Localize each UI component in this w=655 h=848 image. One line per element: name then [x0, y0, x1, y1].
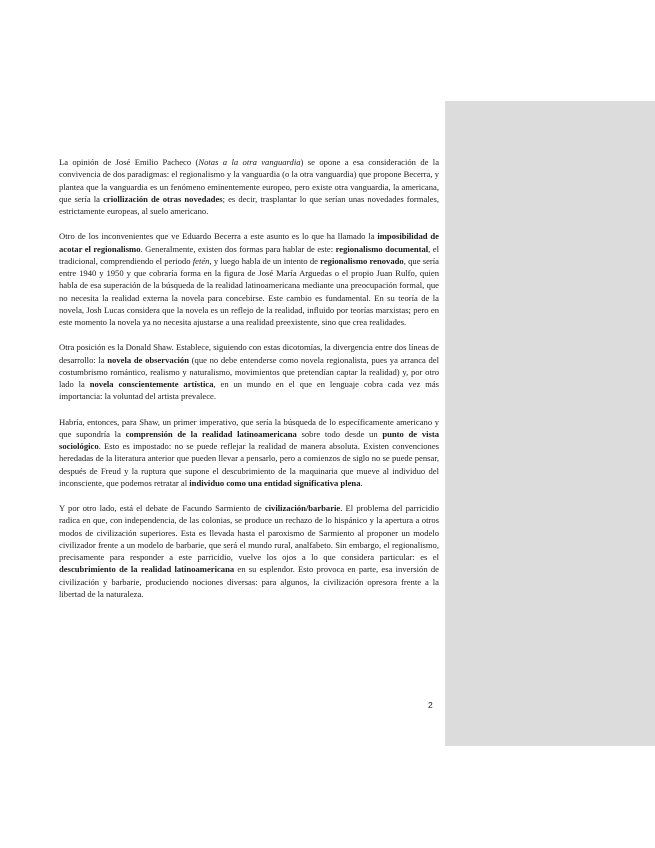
page-number: 2	[428, 700, 433, 710]
text-run: . Generalmente, existen dos formas para hablar de este:	[140, 243, 336, 254]
bold-term: imposibilidad de acotar el regionalismo	[59, 231, 439, 254]
text-run: , que sería entre 1940 y 1950 y que cobraría forma en la figura de José María Arguedas o el propio Juan Rulfo, quien habla de esa superación de la búsqueda de la realidad latinoamericana mediante una preocupación formal, que no necesita la realidad externa la novela para concebirse. Este cambio es fundamental. En su teoría de la novela, Josh Lucas considera que la novela es un reflejo de la realidad, influido por teorías marxistas; pero en este momento la novela ya no necesita ajustarse a una realidad preexistente, sino que crea realidades.	[59, 255, 439, 327]
bold-term: civilización/barbarie	[264, 503, 341, 513]
comment-pane	[445, 101, 655, 746]
text-run: , en un mundo en el que en lenguaje cobra cada vez más importancia: la voluntad del artista prevalece.	[59, 379, 440, 402]
text-run: , el tradicional, comprendiendo el periodo	[59, 243, 439, 266]
bold-term: criollización de otras novedades	[103, 193, 223, 204]
paragraph	[59, 230, 439, 328]
bold-term: novela de observación	[107, 354, 189, 365]
italic-term: Notas a la otra vanguardia	[198, 157, 301, 167]
paragraph	[59, 341, 439, 402]
bold-term: punto de vista sociológico	[59, 428, 440, 451]
bold-term: novela conscientemente artística	[89, 379, 214, 389]
text-run: Otra posición es la Donald Shaw. Establece, siguiendo con estas dicotomías, la divergencia entre dos líneas de desarrollo: la	[59, 342, 439, 365]
bold-term: comprensión de la realidad latinoamericana	[125, 428, 297, 439]
paragraph	[59, 416, 439, 490]
paragraph	[59, 156, 439, 217]
text-run: Habría, entonces, para Shaw, un primer imperativo, que sería la búsqueda de lo específicamente americano y que supondría la	[59, 416, 439, 439]
text-run: . El problema del parricidio radica en que, con independencia, de las colonias, se produce un rechazo de lo hispánico y la apertura a otros modos de civilización superiores. Esta es llevada hasta el paroxismo de Sarmiento al proponer un modelo civilizador frente a un modelo de barbarie, que será el mundo rural, analfabeto. Sin embargo, el regionalismo, precisamente para responder a este parricidio, vuelve los ojos a lo que considera particular: es el	[59, 503, 439, 562]
bold-term: regionalismo documental	[335, 243, 429, 254]
text-run: Otro de los inconvenientes que ve Eduardo Becerra a este asunto es lo que ha llamado la	[59, 231, 378, 242]
text-run: sobre todo desde un	[296, 428, 383, 439]
text-run: . Esto es impostado: no se puede reflejar la realidad de manera absoluta. Existen convenciones heredadas de la literatura anterior que pueden llevar a pensarlo, pero a comienzos de siglo no se puede pensar, después de Freud y la ruptura que supone el descubrimiento de la maquinaria que mueve al individuo del inconsciente, que podemos retratar al	[59, 441, 439, 488]
text-run: (que no debe entenderse como novela regionalista, pues ya arranca del costumbrismo romántico, realismo y naturalismo, movimientos que pretendían captar la realidad) y, por otro lado la	[59, 354, 439, 389]
bold-term: descubrimiento de la realidad latinoamericana	[59, 564, 235, 575]
text-run: Y por otro lado, está el debate de Facundo Sarmiento de	[59, 503, 265, 513]
text-run: ; es decir, trasplantar lo que serían unas novedades formales, estrictamente europeas, al suelo americano.	[59, 193, 439, 216]
paragraph	[59, 502, 439, 600]
text-run: en su esplendor. Esto provoca en parte, esa inversión de civilización y barbarie, produciendo nociones diversas: para algunos, la civilización opresora frente a la libertad de la naturaleza.	[59, 564, 439, 599]
bold-term: individuo como una entidad significativa plena	[189, 477, 361, 488]
text-run: ) se opone a esa consideración de la convivencia de dos paradigmas: el regionalismo y la vanguardia (o la otra vanguardia) que propone Becerra, y plantea que la vanguardia es un fenómeno eminentemente europeo, pero existe otra vanguardia, la americana, que sería la	[59, 157, 440, 204]
bold-term: regionalismo renovado	[320, 255, 404, 266]
italic-term: fetén	[192, 255, 210, 266]
text-run: .	[360, 477, 363, 488]
page-body	[59, 156, 439, 613]
text-run: , y luego habla de un intento de	[209, 255, 321, 266]
text-run: La opinión de José Emilio Pacheco (	[59, 157, 199, 167]
